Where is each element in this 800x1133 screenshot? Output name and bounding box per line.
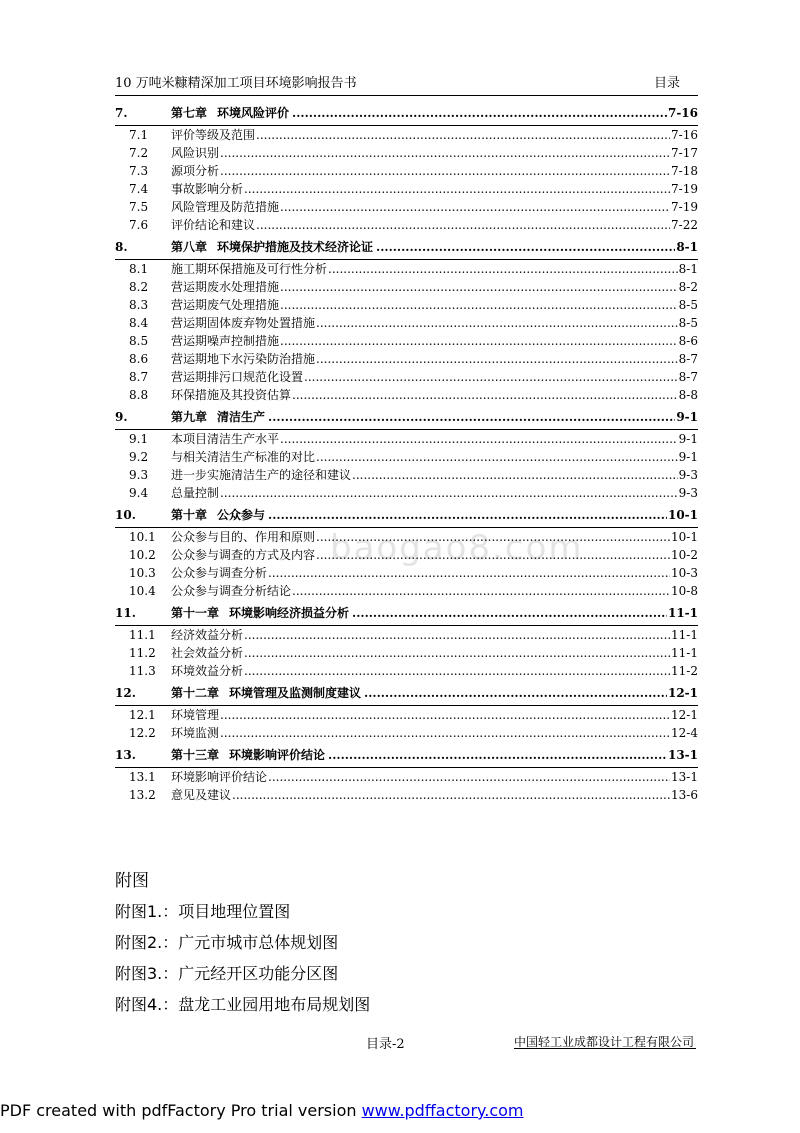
toc-title: 环境影响评价结论 [171,770,268,784]
toc-page-number: 8-2 [678,280,698,294]
toc-title: 营运期噪声控制措施 [171,334,280,348]
toc-leader-dots [244,644,670,662]
toc-number: 9.4 [129,486,149,500]
toc-section-row[interactable] [115,386,698,404]
toc-number: 10.3 [129,566,156,580]
toc-title [171,234,375,260]
toc-page-number: 7-19 [671,182,698,196]
toc-section-row[interactable] [115,350,698,368]
toc-leader-dots [316,546,670,564]
toc-page-number: 12-4 [671,726,698,740]
toc-leader-dots [292,386,678,404]
toc-chapter-title: 清洁生产 [217,410,266,424]
toc-section-row[interactable] [115,528,698,546]
toc-section-row[interactable] [115,448,698,466]
toc-leader-dots [304,368,678,386]
toc-page-number: 8-5 [678,316,698,330]
toc-chapter-title: 环境影响评价结论 [229,748,326,762]
toc-title [171,742,327,768]
toc-section-row[interactable] [115,484,698,502]
toc-section-row[interactable] [115,260,698,278]
toc-section-row[interactable] [115,706,698,724]
toc-chapter-label: 第十二章 [171,686,220,700]
toc-section-row[interactable] [115,546,698,564]
toc-section-row[interactable] [115,216,698,234]
toc-leader-dots [256,126,670,144]
toc-page-number: 10-1 [671,530,698,544]
toc-leader-dots [364,680,667,706]
toc-page-number: 9-1 [678,450,698,464]
toc-leader-dots [220,144,670,162]
toc-section-row[interactable] [115,126,698,144]
toc-section-row[interactable] [115,332,698,350]
toc-page-number: 7-22 [671,218,698,232]
toc-number: 7.6 [129,218,149,232]
toc-title: 营运期废气处理措施 [171,298,280,312]
toc-number: 13.1 [129,770,156,784]
toc-title: 意见及建议 [171,788,232,802]
pdffactory-link[interactable]: www.pdffactory.com [361,1101,524,1120]
toc-title: 环境效益分析 [171,664,244,678]
toc-section-row[interactable] [115,296,698,314]
toc-title: 经济效益分析 [171,628,244,642]
pdf-creator-banner [0,1101,524,1120]
toc-page-number: 10-2 [671,548,698,562]
toc-page-number: 8-7 [678,370,698,384]
toc-section-row[interactable] [115,724,698,742]
toc-leader-dots [316,528,670,546]
watermark: baogao8.com [330,528,584,568]
toc-title [171,502,267,528]
toc-title [171,680,363,706]
toc-section-row[interactable] [115,198,698,216]
toc-leader-dots [280,278,678,296]
toc-chapter-title: 环境风险评价 [217,106,290,120]
toc-section-row[interactable] [115,314,698,332]
toc-number: 7.4 [129,182,149,196]
toc-leader-dots [244,626,670,644]
toc-number: 9. [115,410,128,424]
toc-section-row[interactable] [115,662,698,680]
toc-number: 7.2 [129,146,149,160]
toc-section-row[interactable] [115,430,698,448]
appendix-item: 附图1.：项目地理位置图 [115,902,291,921]
footer-divider [514,1048,696,1049]
toc-number: 8.3 [129,298,149,312]
toc-leader-dots [352,466,678,484]
toc-chapter-title: 公众参与 [217,508,266,522]
toc-page-number: 9-1 [678,432,698,446]
toc-leader-dots [220,706,670,724]
toc-page-number: 9-3 [678,486,698,500]
toc-leader-dots [280,332,678,350]
toc-leader-dots [244,662,670,680]
toc-number: 7. [115,106,128,120]
toc-leader-dots [316,448,678,466]
toc-number: 8.8 [129,388,149,402]
toc-number: 7.5 [129,200,149,214]
toc-leader-dots [280,198,670,216]
toc-number: 10.1 [129,530,156,544]
toc-leader-dots [280,430,678,448]
toc-leader-dots [220,484,678,502]
toc-section-row[interactable] [115,162,698,180]
toc-leader-dots [328,742,667,768]
toc-section-row[interactable] [115,768,698,786]
appendix-item: 附图3.：广元经开区功能分区图 [115,964,339,983]
toc-number: 8.1 [129,262,149,276]
toc-section-row[interactable] [115,466,698,484]
toc-title: 施工期环保措施及可行性分析 [171,262,328,276]
toc-title: 公众参与调查分析 [171,566,268,580]
toc-page-number: 7-18 [671,164,698,178]
toc-number: 10.4 [129,584,156,598]
toc-section-row[interactable] [115,144,698,162]
toc-title: 公众参与调查的方式及内容 [171,548,316,562]
toc-leader-dots [292,582,670,600]
toc-chapter-label: 第九章 [171,410,208,424]
toc-title: 本项目清洁生产水平 [171,432,280,446]
toc-section-row[interactable] [115,626,698,644]
toc-leader-dots [268,502,667,528]
toc-chapter-label: 第十章 [171,508,208,522]
toc-leader-dots [268,404,675,430]
toc-title: 社会效益分析 [171,646,244,660]
toc-page-number: 10-8 [671,584,698,598]
toc-page-number: 11-1 [671,628,698,642]
toc-title [171,100,291,126]
toc-leader-dots [268,564,670,582]
toc-title: 公众参与调查分析结论 [171,584,292,598]
header-divider [115,95,698,96]
toc-title: 营运期排污口规范化设置 [171,370,304,384]
toc-page-number: 8-5 [678,298,698,312]
toc-page-number: 8-1 [678,262,698,276]
toc-leader-dots [328,260,678,278]
toc-leader-dots [376,234,675,260]
toc-chapter-row[interactable] [115,680,698,706]
toc-title: 与相关清洁生产标准的对比 [171,450,316,464]
toc-title: 营运期固体废弃物处置措施 [171,316,316,330]
toc-number: 8.4 [129,316,149,330]
toc-title: 营运期废水处理措施 [171,280,280,294]
toc-leader-dots [268,768,670,786]
toc-number: 8.7 [129,370,149,384]
toc-number: 10. [115,508,136,522]
pdf-banner-text: PDF created with pdfFactory Pro trial version [0,1101,362,1120]
toc-chapter-label: 第七章 [171,106,208,120]
toc-page-number: 11-1 [671,646,698,660]
toc-chapter-title: 环境保护措施及技术经济论证 [217,240,374,254]
toc-section-row[interactable] [115,180,698,198]
toc-section-row[interactable] [115,278,698,296]
appendix-item: 附图2.：广元市城市总体规划图 [115,933,339,952]
toc-section-row[interactable] [115,786,698,804]
toc-title: 公众参与目的、作用和原则 [171,530,316,544]
toc-chapter-row[interactable] [115,600,698,626]
toc-page-number: 13-6 [671,788,698,802]
toc-title: 进一步实施清洁生产的途径和建议 [171,468,352,482]
toc-page-number: 13-1 [667,748,698,762]
toc-number: 8.5 [129,334,149,348]
toc-section-row[interactable] [115,564,698,582]
toc-page-number: 7-19 [671,200,698,214]
toc-title: 环境管理 [171,708,220,722]
toc-page-number: 8-6 [678,334,698,348]
toc-leader-dots [220,724,670,742]
toc-leader-dots [316,314,678,332]
toc-number: 12.1 [129,708,156,722]
toc-chapter-label: 第十一章 [171,606,220,620]
appendix-heading: 附图 [115,871,149,891]
toc-page-number: 9-3 [678,468,698,482]
document-title: 10 万吨米糠精深加工项目环境影响报告书 [115,76,357,91]
toc-leader-dots [292,100,667,126]
toc-title: 环境监测 [171,726,220,740]
toc-chapter-row[interactable] [115,234,698,260]
toc-number: 13.2 [129,788,156,802]
appendix-item: 附图4.：盘龙工业园用地布局规划图 [115,995,371,1014]
toc-chapter-row[interactable] [115,502,698,528]
toc-number: 11.1 [129,628,156,642]
toc-chapter-row[interactable] [115,404,698,430]
toc-page-number: 12-1 [667,686,698,700]
toc-section-row[interactable] [115,582,698,600]
toc-leader-dots [280,296,678,314]
toc-number: 9.2 [129,450,149,464]
toc-title: 风险管理及防范措施 [171,200,280,214]
toc-leader-dots [256,216,670,234]
toc-leader-dots [220,162,670,180]
toc-chapter-title: 环境管理及监测制度建议 [229,686,362,700]
toc-page-number: 8-7 [678,352,698,366]
footer-page-number: 目录-2 [366,1037,405,1052]
toc-number: 8.6 [129,352,149,366]
toc-chapter-label: 第十三章 [171,748,220,762]
toc-title: 环保措施及其投资估算 [171,388,292,402]
toc-number: 12. [115,686,136,700]
toc-title: 风险识别 [171,146,220,160]
toc-chapter-title: 环境影响经济损益分析 [229,606,350,620]
toc-number: 11.3 [129,664,156,678]
toc-page-number: 7-17 [671,146,698,160]
footer-company-name: 中国轻工业成都设计工程有限公司 [514,1035,695,1049]
toc-title: 事故影响分析 [171,182,244,196]
toc-number: 13. [115,748,136,762]
toc-page-number: 11-2 [671,664,698,678]
toc-section-row[interactable] [115,644,698,662]
toc-number: 9.1 [129,432,149,446]
toc-number: 9.3 [129,468,149,482]
toc-number: 7.3 [129,164,149,178]
toc-page-number: 7-16 [667,106,698,120]
toc-page-number: 9-1 [676,410,698,424]
toc-number: 11.2 [129,646,156,660]
toc-page-number: 13-1 [671,770,698,784]
toc-number: 8. [115,240,128,254]
toc-number: 7.1 [129,128,149,142]
toc-page-number: 8-8 [678,388,698,402]
section-label: 目录 [653,76,680,91]
table-of-contents [115,100,698,804]
toc-chapter-row[interactable] [115,742,698,768]
toc-number: 11. [115,606,136,620]
toc-title: 源项分析 [171,164,220,178]
toc-page-number: 12-1 [671,708,698,722]
toc-title: 总量控制 [171,486,220,500]
toc-leader-dots [232,786,670,804]
toc-leader-dots [244,180,670,198]
toc-number: 8.2 [129,280,149,294]
toc-page-number: 7-16 [671,128,698,142]
toc-leader-dots [352,600,667,626]
toc-chapter-label: 第八章 [171,240,208,254]
toc-page-number: 8-1 [676,240,698,254]
toc-title [171,404,267,430]
toc-page-number: 10-1 [667,508,698,522]
toc-number: 12.2 [129,726,156,740]
toc-title: 营运期地下水污染防治措施 [171,352,316,366]
toc-chapter-row[interactable] [115,100,698,126]
toc-page-number: 11-1 [667,606,698,620]
toc-page-number: 10-3 [671,566,698,580]
toc-section-row[interactable] [115,368,698,386]
toc-title: 评价结论和建议 [171,218,256,232]
toc-number: 10.2 [129,548,156,562]
toc-leader-dots [316,350,678,368]
toc-title [171,600,351,626]
toc-title: 评价等级及范围 [171,128,256,142]
